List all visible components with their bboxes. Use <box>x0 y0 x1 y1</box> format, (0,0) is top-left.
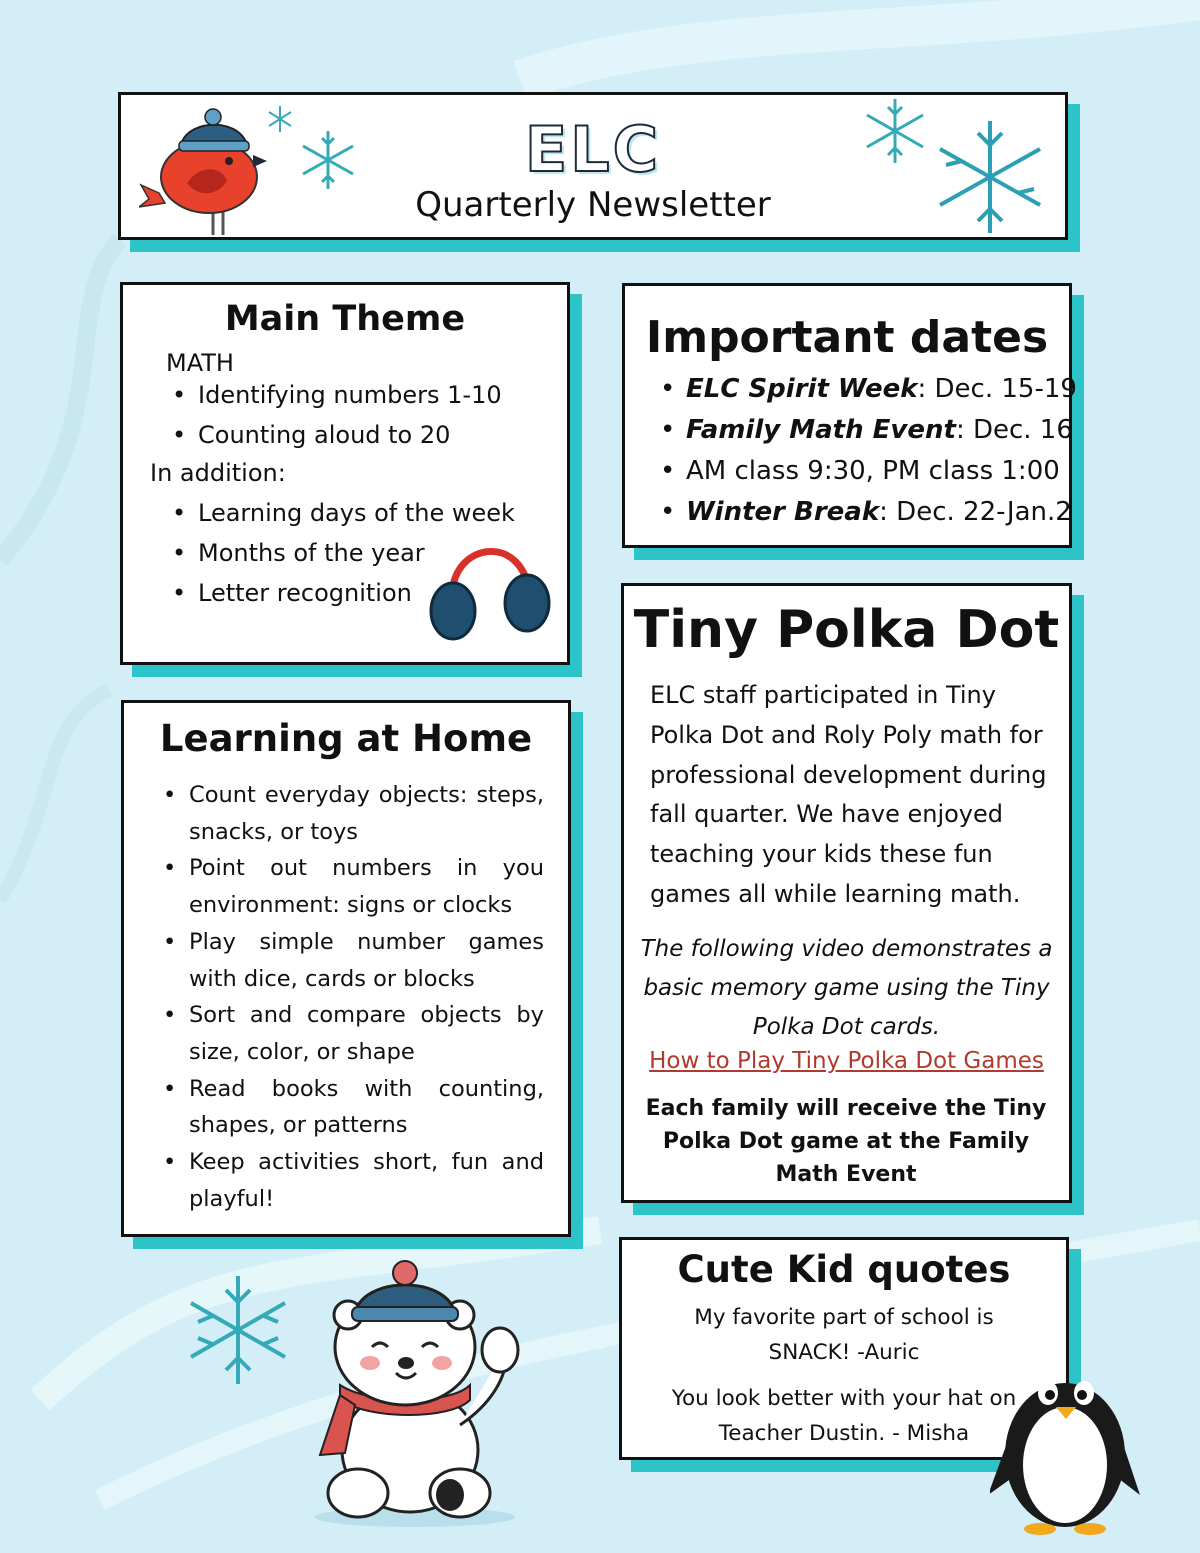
list-item: • Identifying numbers 1-10 <box>198 381 502 421</box>
bird-icon <box>139 105 269 235</box>
quote-text: You look better with your hat on Teacher Dustin. - Misha <box>671 1386 1017 1446</box>
kid-quotes-heading: Cute Kid quotes <box>677 1248 1011 1291</box>
dates-list <box>686 374 1077 538</box>
video-link[interactable]: How to Play Tiny Polka Dot Games <box>649 1048 1044 1074</box>
list-item: • Counting aloud to 20 <box>198 421 502 461</box>
snowflake-icon <box>860 96 930 166</box>
quote-text: My favorite part of school is SNACK! -Auric <box>694 1305 994 1365</box>
main-theme-section <box>120 282 570 665</box>
list-item: • Play simple number games with dice, cards or blocks <box>189 924 544 997</box>
list-item: • Keep activities short, fun and playful! <box>189 1144 544 1217</box>
snowflake-icon <box>178 1270 298 1390</box>
video-note: The following video demonstrates a basic memory game using the Tiny Polka Dot cards. <box>640 936 1053 1040</box>
list-item <box>686 374 1077 415</box>
class-times-text: • AM class 9:30, PM class 1:00 <box>686 456 1060 486</box>
list-item: • Count everyday objects: steps, snacks, or toys <box>189 777 544 850</box>
list-item: • Learning days of the week <box>198 499 515 539</box>
date-value: : Dec. 16 <box>955 415 1073 445</box>
date-label: Family Math Event <box>686 415 956 445</box>
earmuffs-icon <box>425 533 555 643</box>
snowflake-icon <box>265 104 295 134</box>
important-dates-heading: Important dates <box>645 312 1049 363</box>
in-addition-label: In addition: <box>150 459 286 487</box>
important-dates-section <box>622 283 1077 548</box>
main-theme-list <box>198 381 502 461</box>
class-times <box>686 456 1077 497</box>
date-label: Winter Break <box>686 497 880 527</box>
polar-bear-icon <box>300 1255 530 1535</box>
penguin-icon <box>990 1345 1140 1535</box>
header-subtitle: Quarterly Newsletter <box>415 185 771 225</box>
list-item: • Sort and compare objects by size, color, or shape <box>189 997 544 1070</box>
main-theme-heading: Main Theme <box>224 299 466 339</box>
tiny-polka-dot-heading: Tiny Polka Dot <box>633 600 1060 660</box>
polka-paragraph: ELC staff participated in Tiny Polka Dot and Roly Poly math for professional development during fall quarter. We have enjoyed teaching your kids these fun games all while learning math. <box>650 681 1047 908</box>
list-item: • Point out numbers in you environment: signs or clocks <box>189 850 544 923</box>
snowflake-icon <box>296 128 360 192</box>
date-value: : Dec. 15-19 <box>917 374 1077 404</box>
list-item <box>686 415 1077 456</box>
learning-list <box>189 777 544 1217</box>
header-title: ELC <box>524 113 662 186</box>
list-item <box>686 497 1077 538</box>
main-theme-subject: MATH <box>166 349 234 377</box>
list-item: • Read books with counting, shapes, or patterns <box>189 1071 544 1144</box>
list-item: • Letter recognition <box>198 579 515 619</box>
snowflake-icon <box>925 118 1055 236</box>
learning-at-home-heading: Learning at Home <box>159 717 533 760</box>
date-value: : Dec. 22-Jan.2 <box>879 497 1072 527</box>
tiny-polka-dot-section <box>621 583 1072 1203</box>
learning-at-home-section <box>121 700 571 1237</box>
family-note: Each family will receive the Tiny Polka Dot game at the Family Math Event <box>645 1096 1047 1187</box>
list-item: • Months of the year <box>198 539 515 579</box>
date-label: ELC Spirit Week <box>686 374 918 404</box>
